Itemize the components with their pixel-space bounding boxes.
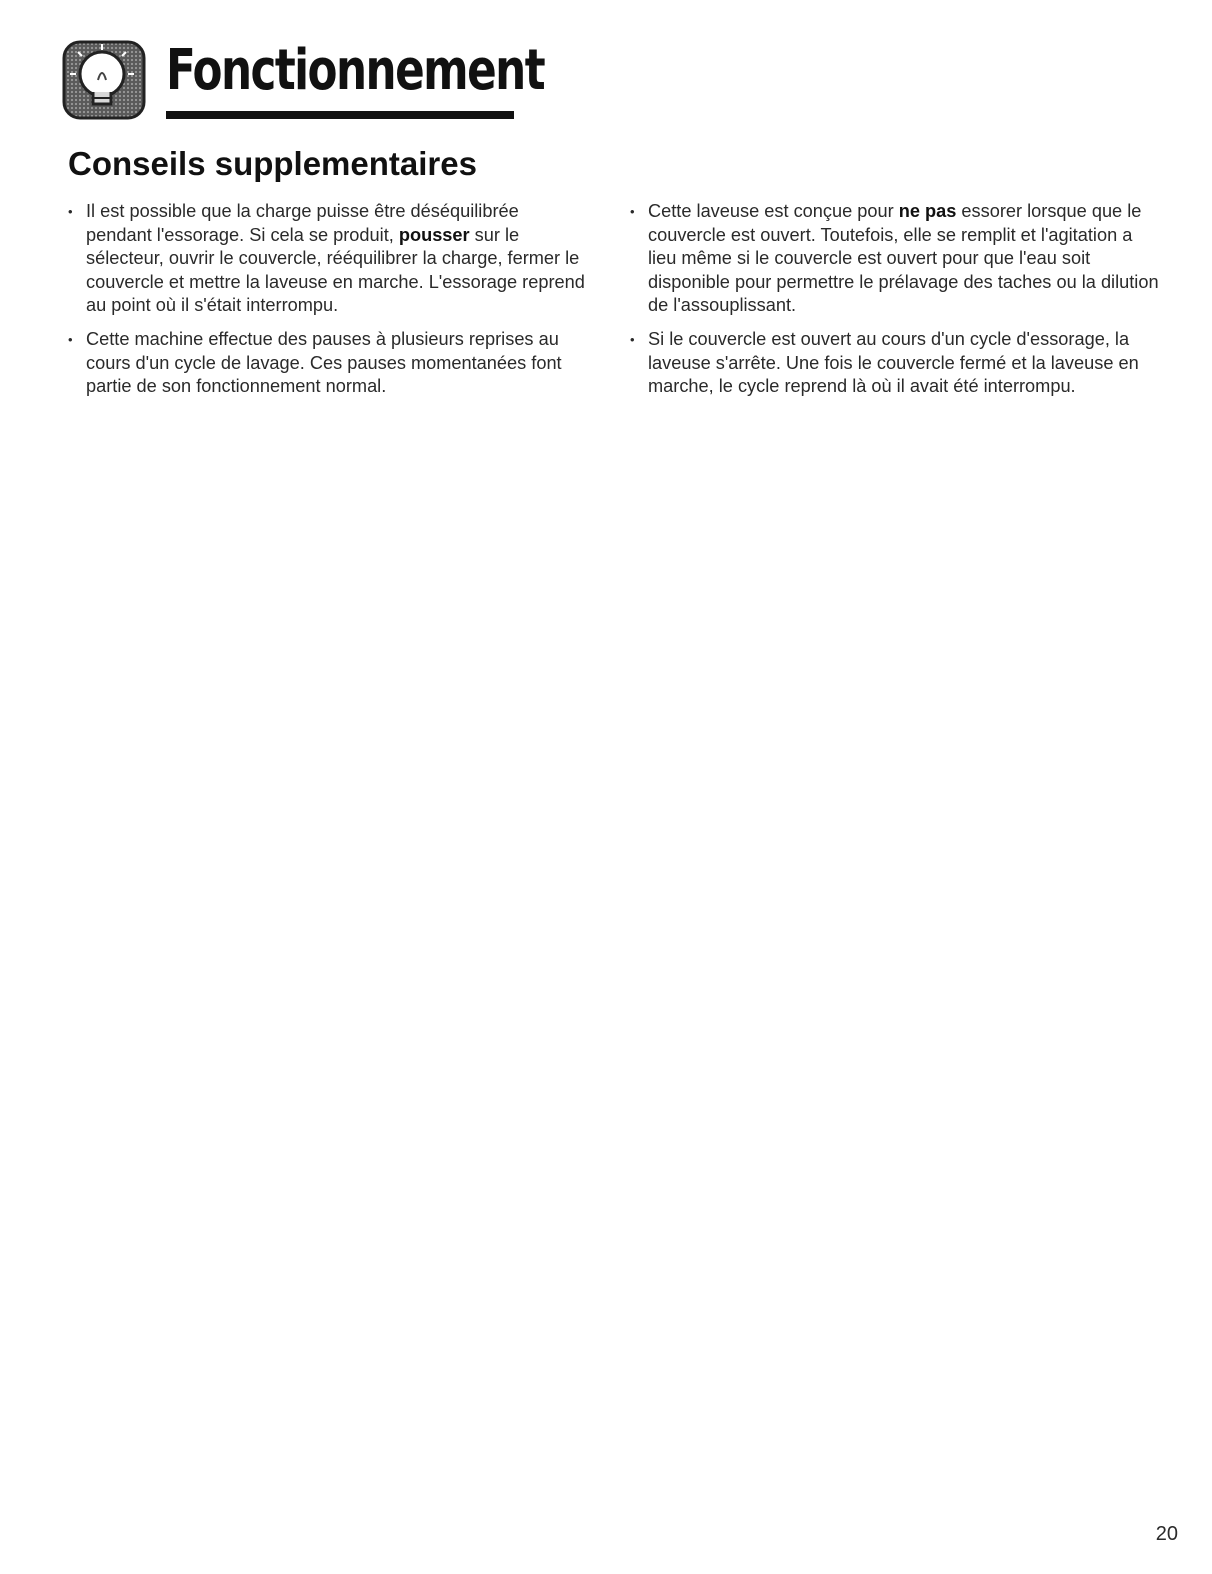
bullet-item [630,200,1160,318]
page-number: 20 [1155,1523,1178,1545]
title-underline [166,111,514,119]
bullet-item [68,328,588,399]
page-header [62,34,545,124]
subsection-title: Conseils supplementaires [68,145,477,182]
bullet-emphasis: pousser [398,224,470,245]
left-column [68,200,588,409]
bullet-text: Cette laveuse est conçue pour [648,201,899,221]
bullet-emphasis: ne pas [898,201,957,221]
bullet-item [630,328,1160,399]
bullet-text: Cette machine effectue des pauses à plusieurs reprises au cours d'un cycle de lavage. Ces pauses momentanées font partie de son fonctionnement normal. [86,328,562,397]
section-title: Fonctionnement [166,38,545,103]
bullet-text: Si le couvercle est ouvert au cours d'un cycle d'essorage, la laveuse s'arrête. Une fois le couvercle fermé et la laveuse en marche, le cycle reprend là où il avait été interrompu. [648,328,1139,397]
right-column [630,200,1160,409]
bullet-item [68,200,588,318]
lightbulb-icon [62,38,148,120]
bullet-text: sur le sélecteur, ouvrir le couvercle, rééquilibrer la charge, fermer le couvercle et mettre la laveuse en marche. L'essorage reprend au point où il s'était interrompu. [86,224,585,316]
bullet-text: essorer lorsque que le couvercle est ouvert. Toutefois, elle se remplit et l'agitation a lieu même si le couvercle est ouvert pour que l'eau soit disponible pour permettre le prélavage des taches ou la dilution de l'assouplissant. [648,201,1159,316]
bullet-text: Il est possible que la charge puisse être déséquilibrée pendant l'essorage. Si cela se produit, [86,201,519,245]
